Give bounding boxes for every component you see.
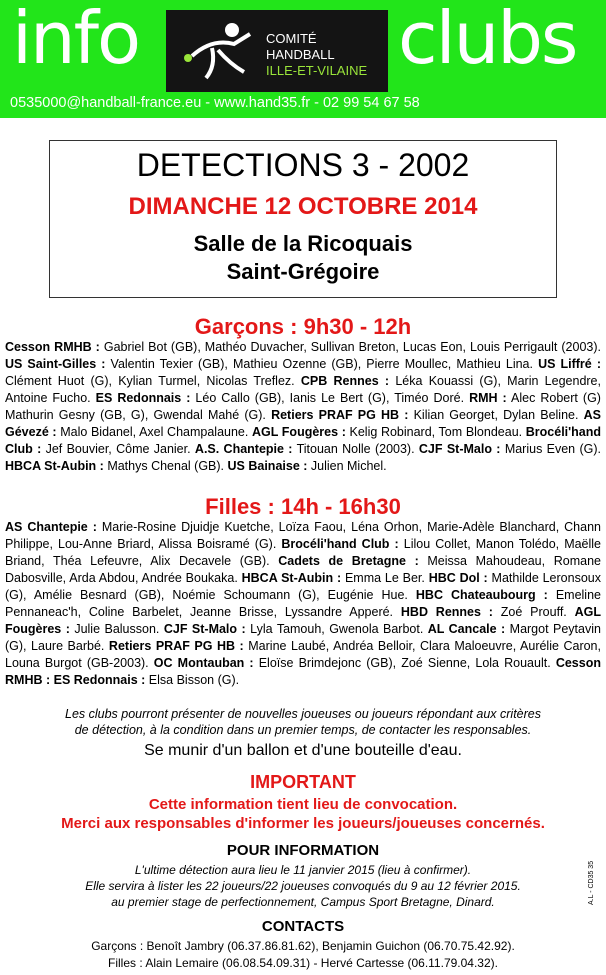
girls-players-13: Elsa Bisson (G). <box>148 673 240 687</box>
boys-club-0: Cesson RMHB : <box>5 340 100 354</box>
important-heading: IMPORTANT <box>250 772 356 792</box>
girls-club-7: AGL Fougères : <box>5 605 601 636</box>
boys-club-6: Retiers PRAF PG HB : <box>271 408 409 422</box>
girls-players-10: Marine Laubé, Andréa Belloir, Clara Maloeuvre, Aurélie Caron, Louna Burgot (GB-2003). <box>5 639 601 670</box>
page-title: DETECTIONS 3 - 2002 <box>136 147 470 183</box>
boys-club-3: CPB Rennes : <box>300 374 390 388</box>
girls-club-6: HBD Rennes : <box>400 605 493 619</box>
note-line-1: Les clubs pourront présenter de nouvelles joueuses ou joueurs répondant aux critères <box>65 707 541 721</box>
girls-club-9: AL Cancale : <box>427 622 506 636</box>
girls-club-11: OC Montauban : <box>153 656 254 670</box>
important-line-2: Merci aux responsables d'informer les joueurs/joueuses concernés. <box>61 815 545 832</box>
contacts-heading: CONTACTS <box>261 918 345 935</box>
boys-players-2: Clément Huot (G), Kylian Turmel, Nicolas Treflez. <box>5 374 295 388</box>
boys-club-12: HBCA St-Aubin : <box>5 459 104 473</box>
header-info-word: info <box>12 0 140 80</box>
boys-players-1: Valentin Texier (GB), Mathieu Ozenne (GB), Pierre Moullec, Mathieu Lina. <box>110 357 533 371</box>
boys-club-11: CJF St-Malo : <box>418 442 501 456</box>
girls-club-10: Retiers PRAF PG HB : <box>108 639 244 653</box>
logo-line-2: HANDBALL <box>266 47 335 62</box>
boys-club-1: US Saint-Gilles : <box>5 357 106 371</box>
contacts-boys: Garçons : Benoît Jambry (06.37.86.81.62), Benjamin Guichon (06.70.75.42.92). <box>91 939 515 953</box>
boys-players-12: Mathys Chenal (GB). <box>107 459 225 473</box>
boys-players-5: Alec Robert (G) Mathurin Gesny (GB, G), Gwendal Mahé (G). <box>5 391 601 422</box>
boys-club-2: US Liffré : <box>538 357 601 371</box>
girls-club-3: HBCA St-Aubin : <box>241 571 342 585</box>
boys-players-0: Gabriel Bot (GB), Mathéo Duvacher, Sullivan Breton, Lucas Eon, Louis Perrigault (2003). <box>103 340 601 354</box>
boys-club-4: ES Redonnais : <box>95 391 191 405</box>
girls-players-0: Marie-Rosine Djuidje Kuetche, Loïza Faou, Léna Orhon, Marie-Adèle Blanchard, Chann Philippe, Lou-Anne Briard, Alissa Boisramé (G). <box>5 520 601 551</box>
girls-club-12: Cesson RMHB : <box>5 656 601 687</box>
girls-players-7: Julie Balusson. <box>74 622 160 636</box>
girls-heading: Filles : 14h - 16h30 <box>205 494 401 519</box>
girls-club-4: HBC Dol : <box>428 571 488 585</box>
header-contact-line: 0535000@handball-france.eu - www.hand35.fr - 02 99 54 67 58 <box>10 95 420 111</box>
logo-line-3: ILLE-ET-VILAINE <box>266 63 368 78</box>
header-banner <box>0 0 606 118</box>
header-clubs-word: clubs <box>398 0 577 80</box>
important-line-1: Cette information tient lieu de convocation. <box>148 796 458 813</box>
side-code: A.L - CD35 35 <box>588 860 595 905</box>
boys-players-9: Jef Bouvier, Côme Janier. <box>45 442 191 456</box>
info-heading: POUR INFORMATION <box>226 842 380 859</box>
girls-players-11: Eloïse Brimdejonc (GB), Zoé Sienne, Lola Rouault. <box>258 656 551 670</box>
boys-players-11: Marius Even (G). <box>504 442 601 456</box>
girls-players-8: Lyla Tamouh, Gwenola Barbot. <box>250 622 424 636</box>
girls-club-2: Cadets de Bretagne : <box>278 554 419 568</box>
girls-players-3: Emma Le Ber. <box>344 571 425 585</box>
girls-list <box>5 519 601 689</box>
venue-city: Saint-Grégoire <box>226 259 380 284</box>
girls-club-1: Brocéli'hand Club : <box>281 537 399 551</box>
logo-line-1: COMITÉ <box>266 31 317 46</box>
info-line-2: Elle servira à lister les 22 joueurs/22 joueuses convoqués du 9 au 12 février 2015. <box>85 879 521 893</box>
girls-players-2: Meissa Mahoudeau, Romane Dabosville, Arda Abdou, Andrée Boukaka. <box>5 554 601 585</box>
boys-list <box>5 339 601 475</box>
girls-players-5: Emeline Pennaneac'h, Coline Barbelet, Jeanne Brisse, Lyssandre Apperé. <box>5 588 601 619</box>
boys-players-4: Léo Callo (GB), Ianis Le Bert (G), Timéo Doré. <box>195 391 465 405</box>
boys-players-6: Kilian Georget, Dylan Beline. <box>413 408 579 422</box>
boys-players-13: Julien Michel. <box>310 459 387 473</box>
contacts-girls: Filles : Alain Lemaire (06.08.54.09.31) - Hervé Cartesse (06.11.79.04.32). <box>108 956 498 970</box>
boys-club-13: US Bainaise : <box>227 459 308 473</box>
boys-heading: Garçons : 9h30 - 12h <box>194 314 412 339</box>
boys-players-3: Léka Kouassi (G), Marin Legendre, Antoine Fucho. <box>5 374 601 405</box>
boys-club-8: AGL Fougères : <box>252 425 346 439</box>
info-line-1: L'ultime détection aura lieu le 11 janvier 2015 (lieu à confirmer). <box>134 863 472 877</box>
title-box <box>49 140 557 298</box>
comite-logo <box>166 10 388 92</box>
boys-players-10: Titouan Nolle (2003). <box>296 442 415 456</box>
boys-club-9: Brocéli'hand Club : <box>5 425 601 456</box>
girls-club-0: AS Chantepie : <box>5 520 97 534</box>
girls-players-6: Zoé Prouff. <box>500 605 567 619</box>
note-line-2: de détection, à la condition dans un premier temps, de contacter les responsables. <box>74 723 532 737</box>
girls-club-8: CJF St-Malo : <box>163 622 246 636</box>
info-line-3: au premier stage de perfectionnement, Campus Sport Bretagne, Dinard. <box>111 895 495 909</box>
boys-club-7: AS Gévezé : <box>5 408 601 439</box>
bring-ball-notice: Se munir d'un ballon et d'une bouteille d'eau. <box>144 742 462 759</box>
boys-players-8: Kelig Robinard, Tom Blondeau. <box>349 425 523 439</box>
girls-club-5: HBC Chateaubourg : <box>415 588 548 602</box>
boys-club-5: RMH : <box>469 391 507 405</box>
venue-name: Salle de la Ricoquais <box>193 231 413 256</box>
girls-players-1: Lilou Collet, Manon Tolédo, Maëlle Briand, Théa Lefeuvre, Alix Decavele (GB). <box>5 537 602 568</box>
boys-players-7: Malo Bidanel, Axel Champalaune. <box>60 425 249 439</box>
event-date: DIMANCHE 12 OCTOBRE 2014 <box>128 193 478 220</box>
girls-club-13: ES Redonnais : <box>53 673 146 687</box>
girls-players-4: Mathilde Leronsoux (G), Amélie Besnard (GB), Noémie Schoumann (G), Eugénie Hue. <box>5 571 601 602</box>
handball-player-icon <box>172 16 262 86</box>
girls-players-9: Margot Peytavin (G), Laure Barbé. <box>5 622 601 653</box>
boys-club-10: A.S. Chantepie : <box>194 442 293 456</box>
